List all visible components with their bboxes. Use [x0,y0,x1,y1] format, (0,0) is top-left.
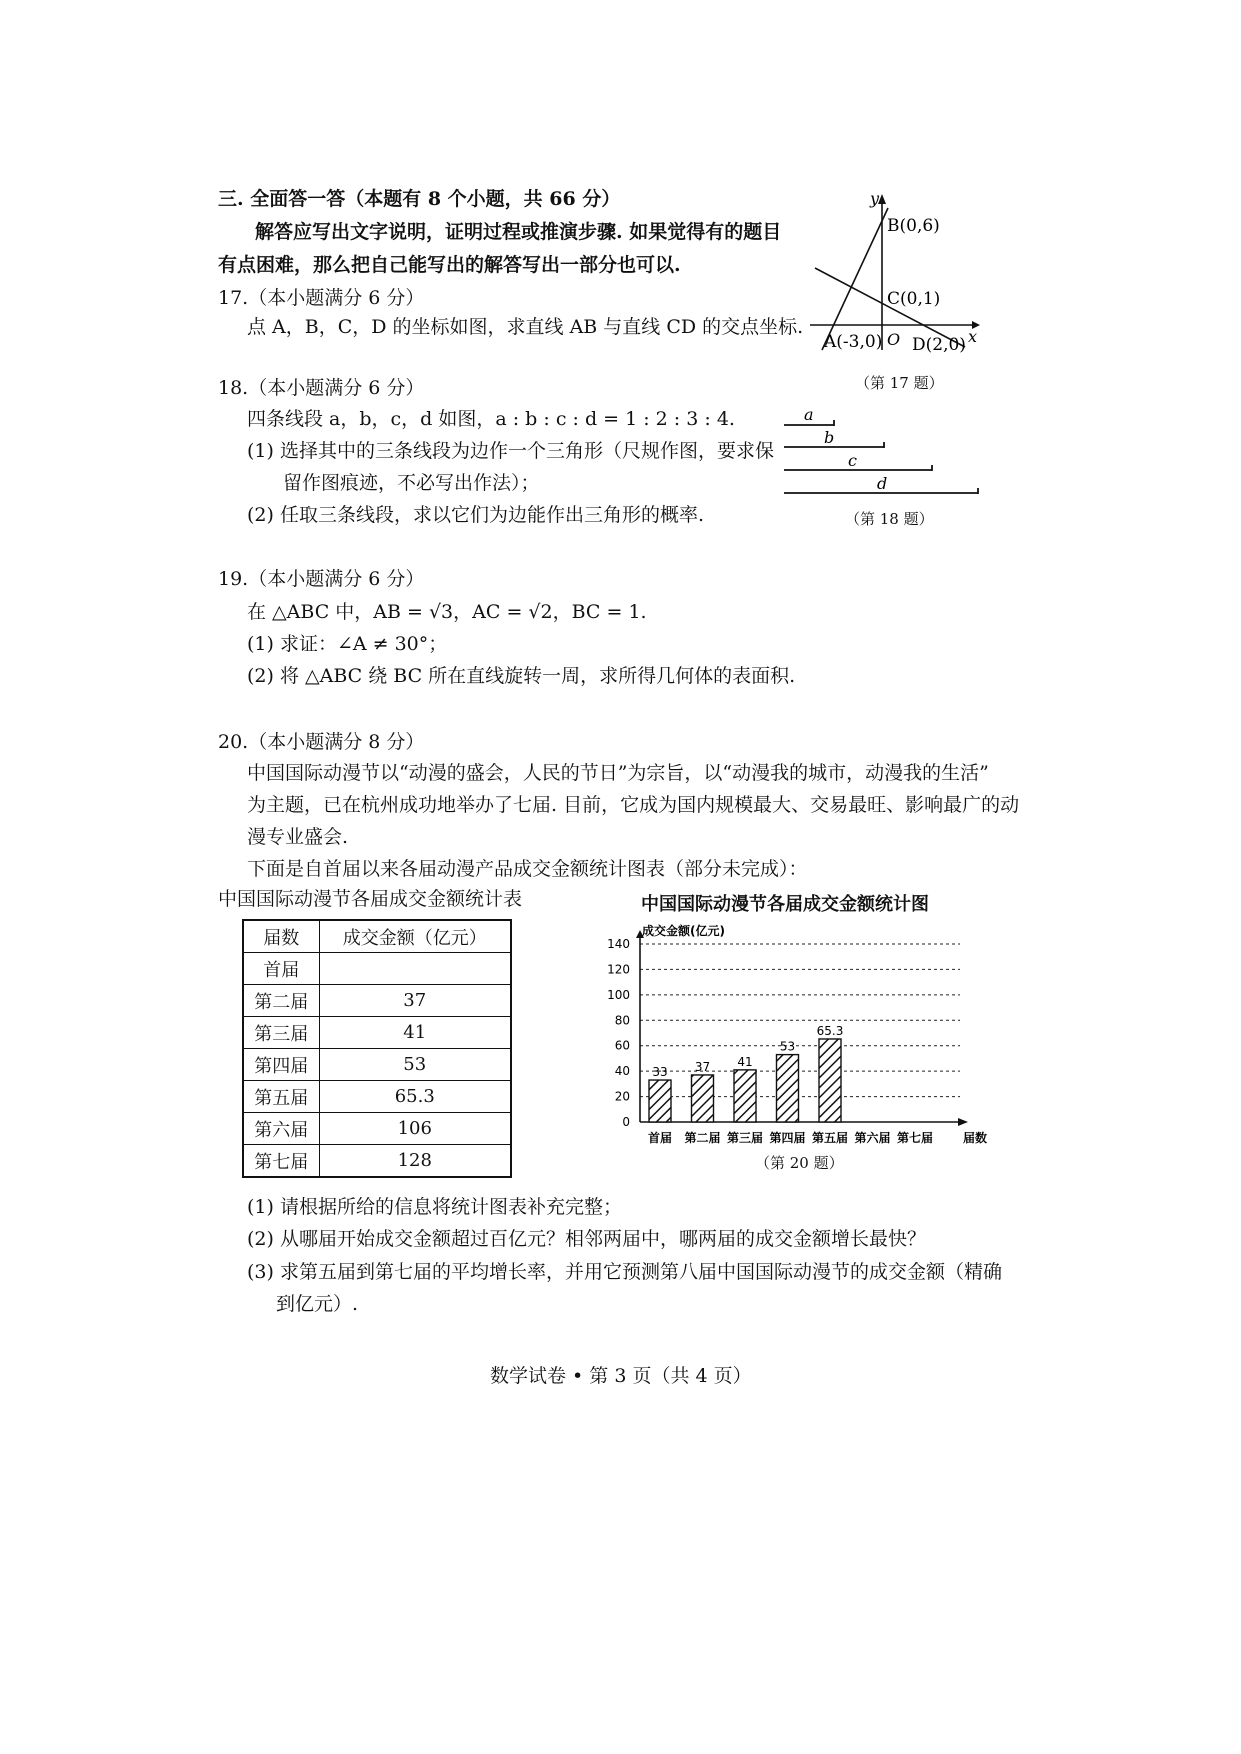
y-tick-label: 140 [607,937,630,951]
label-x: x [968,327,978,346]
chart-title: 中国国际动漫节各届成交金额统计图 [641,894,929,915]
q20-part3-line2: 到亿元）. [276,1293,359,1315]
q17-figure [800,190,985,365]
table-cell-value: 65.3 [319,1081,511,1113]
segment-b-label: b [824,428,835,447]
table-cell-value: 106 [319,1113,511,1145]
label-c: C(0,1) [887,289,941,309]
table-cell-value: 53 [319,1049,511,1081]
table-cell-label: 第七届 [243,1145,319,1178]
y-tick-label: 60 [614,1038,630,1053]
y-tick-label: 40 [614,1064,630,1079]
q20-caption: （第 20 题） [755,1154,844,1172]
x-tick-label: 第二届 [684,1131,721,1145]
label-y: y [870,190,880,208]
bar-value-label: 33 [652,1065,668,1080]
x-tick-label: 首届 [647,1131,673,1145]
q18-part1-line1: (1) 选择其中的三条线段为边作一个三角形（尺规作图，要求保 [247,440,774,462]
x-tick-label: 第四届 [769,1131,806,1145]
x-axis-label: 届数 [962,1131,988,1145]
instructions-line2: 有点困难，那么把自己能写出的解答写出一部分也可以. [218,254,681,276]
label-d: D(2,0) [912,335,966,355]
q20-part3-line1: (3) 求第五届到第七届的平均增长率，并用它预测第八届中国国际动漫节的成交金额（精确 [247,1261,1002,1283]
y-tick-label: 20 [614,1089,630,1104]
q20-para-line2: 为主题，已在杭州成功地举办了七届. 目前，它成为国内规模最大、交易最旺、影响最广的动 [247,794,1020,816]
table-cell-label: 第六届 [243,1113,319,1145]
segment-d-label: d [877,474,888,493]
q20-para-line3: 漫专业盛会. [247,826,349,848]
q19-part2: (2) 将 △ABC 绕 BC 所在直线旋转一周，求所得几何体的表面积. [247,665,796,687]
label-b: B(0,6) [887,216,940,236]
x-tick-label: 第五届 [811,1131,849,1145]
q19-header: 19.（本小题满分 6 分） [218,568,425,590]
y-tick-label: 100 [607,987,630,1002]
table-row [243,985,511,1017]
q20-header: 20.（本小题满分 8 分） [218,731,425,753]
q20-para-line1: 中国国际动漫节以“动漫的盛会，人民的节日”为宗旨，以“动漫我的城市，动漫我的生活” [247,762,989,784]
q17-caption: （第 17 题） [855,374,944,392]
q18-header: 18.（本小题满分 6 分） [218,377,425,399]
q18-segments-figure [780,405,985,500]
bar [819,1039,841,1122]
y-axis-arrow [878,194,886,204]
table-row [243,1113,511,1145]
table-cell-value [319,953,511,985]
bar-value-label: 53 [779,1039,796,1054]
label-o: O [887,330,901,349]
table-cell-label: 第三届 [243,1017,319,1049]
table-row [243,1145,511,1178]
q18-caption: （第 18 题） [845,510,934,528]
line-ab [822,208,888,350]
q20-intro: 下面是自首届以来各届动漫产品成交金额统计图表（部分未完成）： [247,858,808,880]
bar-value-label: 65.3 [816,1023,844,1038]
table-header-cell: 成交金额（亿元） [319,920,511,953]
q19-given: 在 △ABC 中，AB = √3，AC = √2，BC = 1. [247,601,647,623]
table-header-cell: 届数 [243,920,319,953]
x-tick-label: 第三届 [726,1131,764,1145]
q17-header: 17.（本小题满分 6 分） [218,287,425,309]
table-cell-label: 第二届 [243,985,319,1017]
segment-a-label: a [804,405,814,424]
table-row [243,1081,511,1113]
page-footer: 数学试卷 • 第 3 页（共 4 页） [490,1365,752,1387]
q20-part1: (1) 请根据所给的信息将统计图表补充完整； [247,1196,622,1218]
y-tick-label: 120 [607,962,630,977]
table-row [243,953,511,985]
table-cell-label: 第五届 [243,1081,319,1113]
q18-part1-line2: 留作图痕迹，不必写出作法）； [283,472,540,494]
bar-value-label: 37 [694,1059,711,1074]
bar [734,1070,756,1122]
segment-c-label: c [848,451,857,470]
x-tick-label: 第七届 [896,1131,934,1145]
y-tick-label: 80 [614,1013,630,1028]
table-cell-value: 41 [319,1017,511,1049]
instructions-line1: 解答应写出文字说明，证明过程或推演步骤. 如果觉得有的题目 [255,221,782,243]
y-axis-label: 成交金额(亿元) [642,924,725,938]
table-cell-value: 37 [319,985,511,1017]
bar-value-label: 41 [737,1054,753,1069]
x-tick-label: 第六届 [854,1131,891,1145]
table-header-row [243,920,511,953]
q18-part2: (2) 任取三条线段，求以它们为边能作出三角形的概率. [247,504,704,526]
table-row [243,1017,511,1049]
q19-part1: (1) 求证：∠A ≠ 30°； [247,633,448,655]
y-tick-label: 0 [622,1115,630,1129]
stats-table [242,919,512,1178]
bar [649,1080,671,1122]
q20-part2: (2) 从哪届开始成交金额超过百亿元？相邻两届中，哪两届的成交金额增长最快？ [247,1228,926,1250]
bar [692,1075,714,1122]
label-a: A(-3,0) [824,332,883,352]
bar-chart [595,915,995,1175]
x-axis-arrow [958,1118,968,1126]
table-row [243,1049,511,1081]
bar [777,1055,799,1122]
table-cell-label: 首届 [243,953,319,985]
table-cell-label: 第四届 [243,1049,319,1081]
q18-text: 四条线段 a，b，c，d 如图，a : b : c : d = 1 : 2 : 3 : 4. [247,408,735,430]
q17-text: 点 A，B，C，D 的坐标如图，求直线 AB 与直线 CD 的交点坐标. [247,316,804,338]
section-heading: 三. 全面答一答（本题有 8 个小题，共 66 分） [218,188,621,210]
table-cell-value: 128 [319,1145,511,1178]
table-title: 中国国际动漫节各届成交金额统计表 [218,888,523,910]
